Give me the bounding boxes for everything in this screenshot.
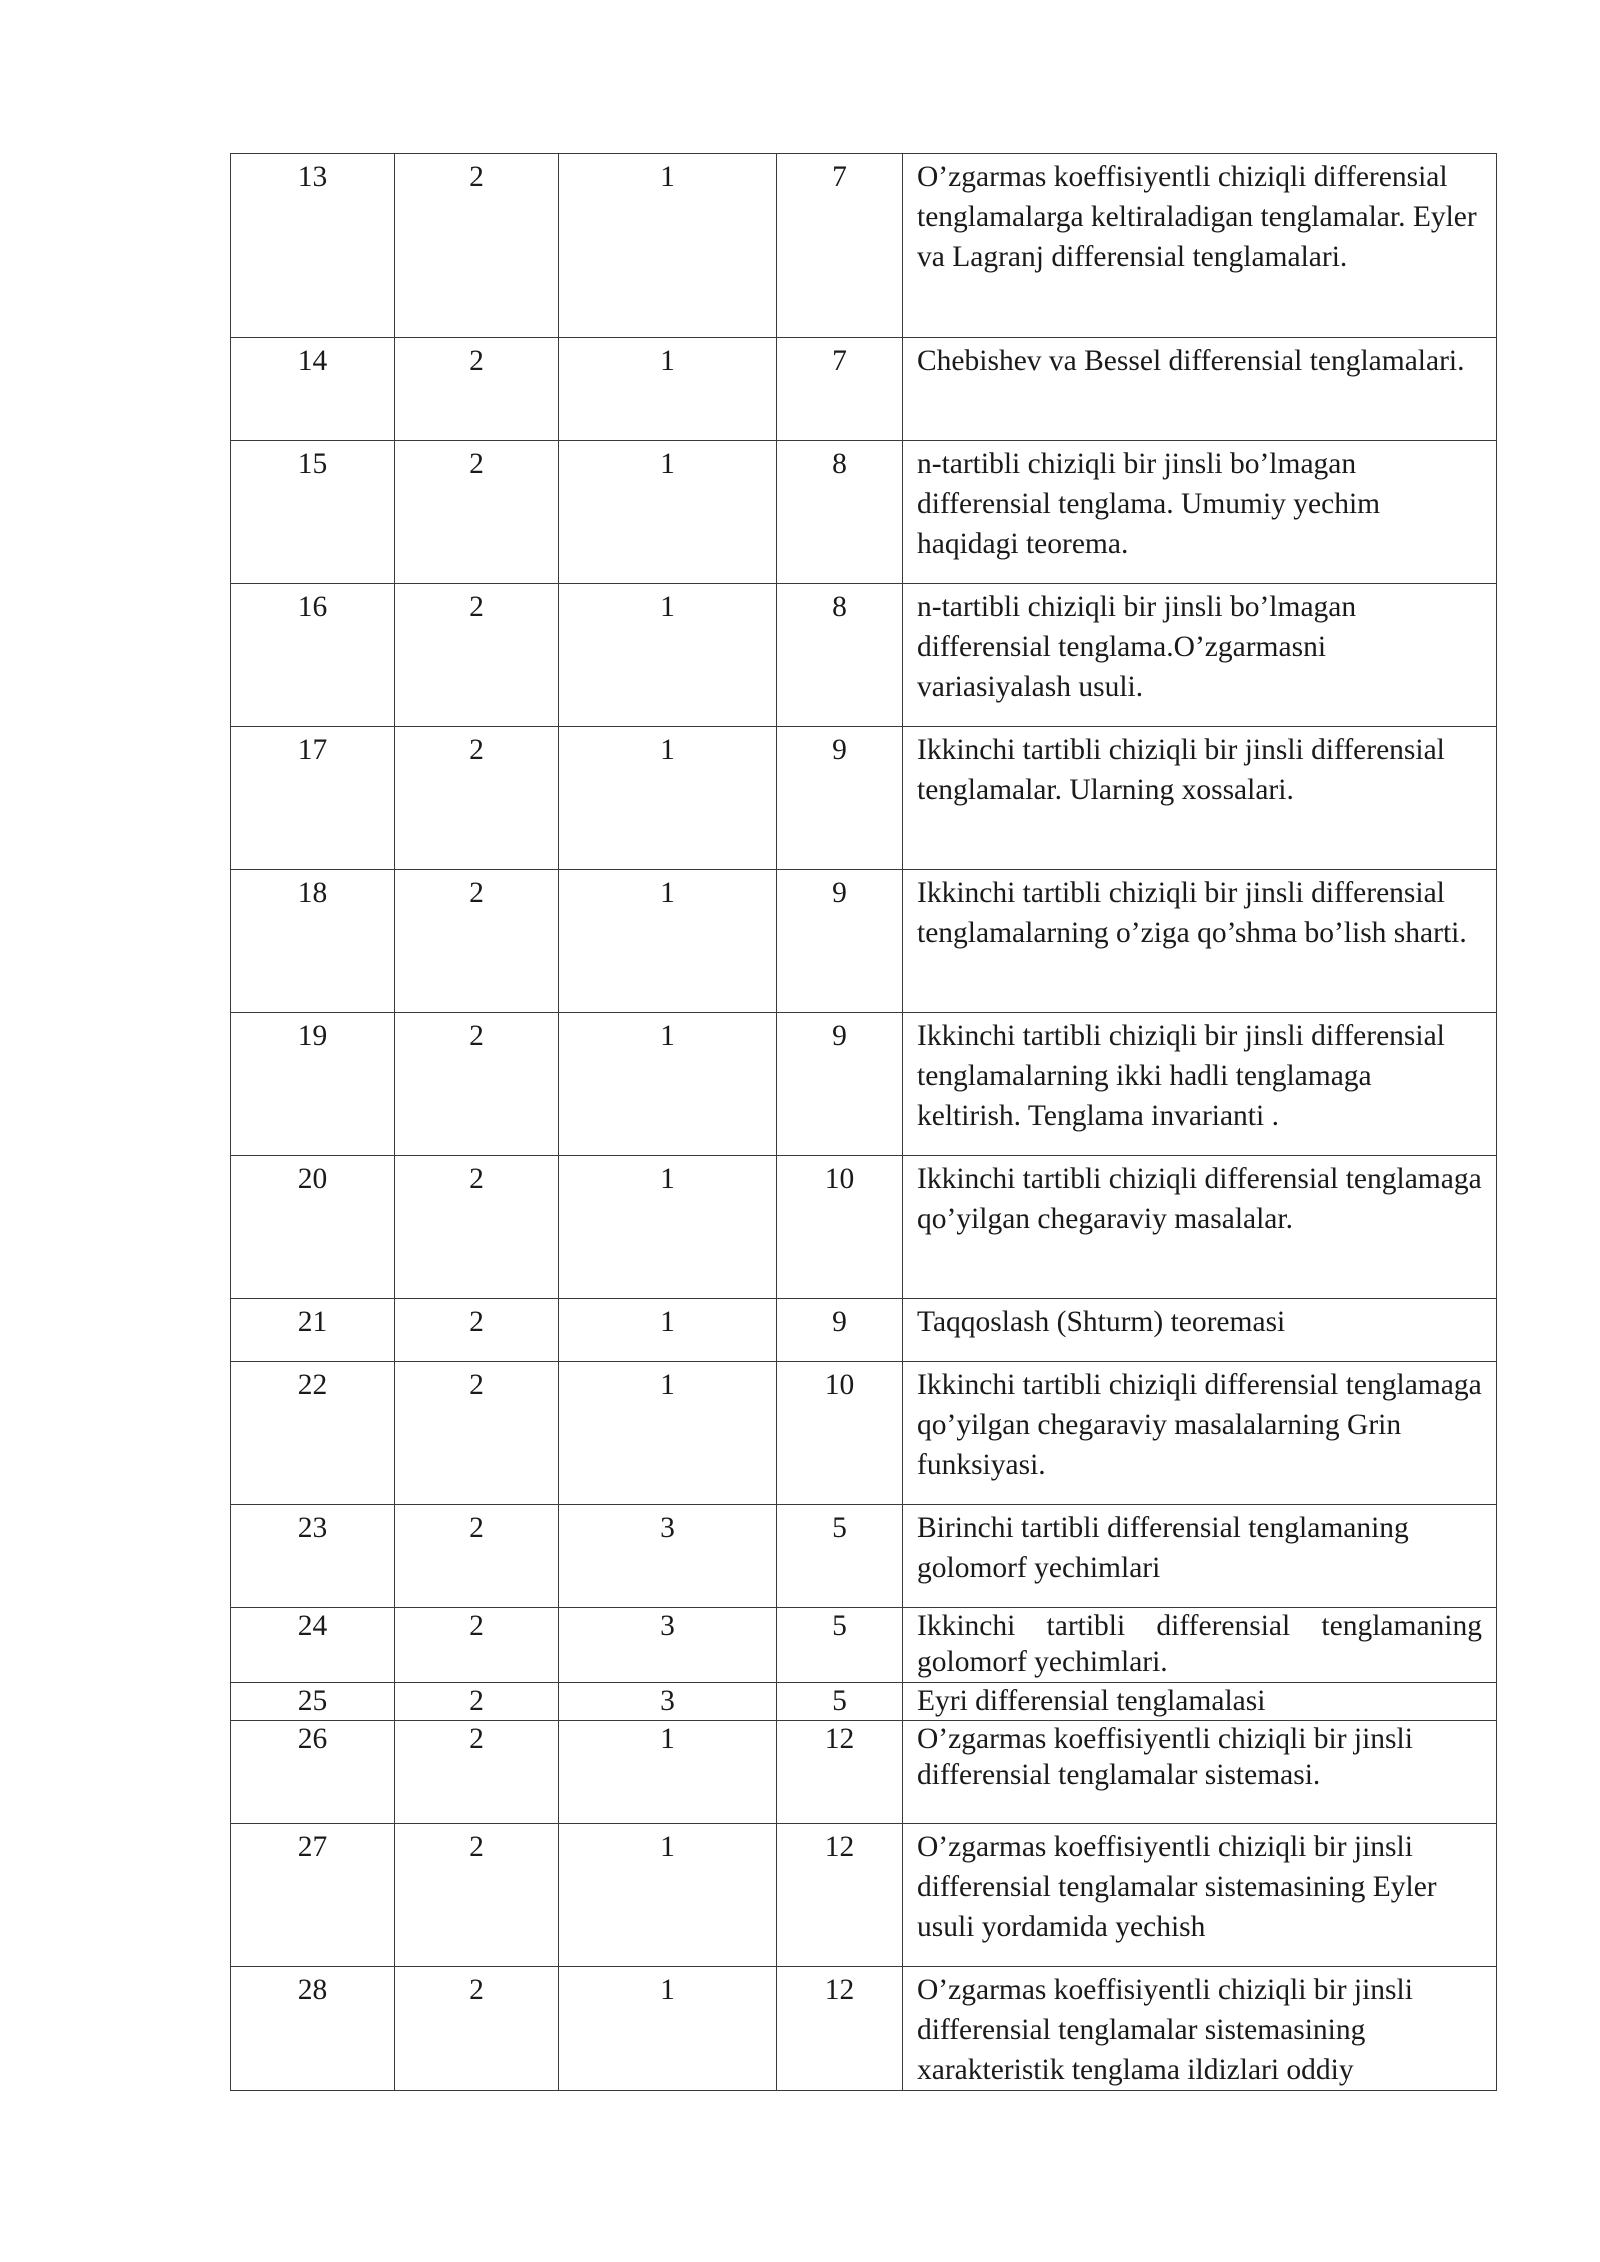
column-3-cell bbox=[559, 1156, 777, 1299]
topic-cell: Eyri differensial tenglamalasi bbox=[903, 1683, 1497, 1721]
topic-cell: Chebishev va Bessel differensial tenglamalari. bbox=[903, 338, 1497, 441]
column-4-value: 8 bbox=[832, 448, 847, 480]
column-2-value: 2 bbox=[469, 1974, 484, 2006]
table-row bbox=[231, 1299, 1497, 1362]
topic-cell: O’zgarmas koeffisiyentli chiziqli bir jinsli differensial tenglamalar sistemasi. bbox=[903, 1721, 1497, 1824]
column-3-cell bbox=[559, 1608, 777, 1683]
column-3-cell bbox=[559, 441, 777, 584]
column-3-cell bbox=[559, 1721, 777, 1824]
column-3-value: 1 bbox=[660, 1020, 675, 1052]
column-4-cell bbox=[777, 1683, 903, 1721]
row-number-cell bbox=[231, 1156, 395, 1299]
row-number-cell bbox=[231, 870, 395, 1013]
row-number: 14 bbox=[297, 345, 328, 377]
column-3-cell bbox=[559, 870, 777, 1013]
column-2-cell bbox=[395, 1362, 559, 1505]
topic-cell: n-tartibli chiziqli bir jinsli bo’lmagan differensial tenglama.O’zgarmasni variasiyalash usuli. bbox=[903, 584, 1497, 727]
row-number: 13 bbox=[297, 161, 328, 193]
column-4-cell bbox=[777, 1299, 903, 1362]
column-4-value: 10 bbox=[824, 1369, 855, 1401]
column-4-value: 8 bbox=[832, 591, 847, 623]
row-number-cell bbox=[231, 1824, 395, 1967]
table-row bbox=[231, 338, 1497, 441]
column-2-value: 2 bbox=[469, 448, 484, 480]
column-3-value: 3 bbox=[660, 1610, 675, 1642]
row-number: 19 bbox=[297, 1020, 328, 1052]
column-2-value: 2 bbox=[469, 1369, 484, 1401]
column-4-cell bbox=[777, 1721, 903, 1824]
topic-cell: Taqqoslash (Shturm) teoremasi bbox=[903, 1299, 1497, 1362]
column-4-cell bbox=[777, 1967, 903, 2091]
row-number: 26 bbox=[297, 1723, 328, 1755]
column-4-cell bbox=[777, 441, 903, 584]
column-4-cell bbox=[777, 338, 903, 441]
topic-cell: Ikkinchi tartibli chiziqli bir jinsli differensial tenglamalarning o’ziga qo’shma bo’lish sharti. bbox=[903, 870, 1497, 1013]
column-3-cell bbox=[559, 584, 777, 727]
row-number: 28 bbox=[297, 1974, 328, 2006]
column-2-cell bbox=[395, 727, 559, 870]
table-row bbox=[231, 154, 1497, 338]
column-4-cell bbox=[777, 1608, 903, 1683]
column-3-value: 1 bbox=[660, 1974, 675, 2006]
column-2-value: 2 bbox=[469, 1831, 484, 1863]
column-4-cell bbox=[777, 1824, 903, 1967]
schedule-table bbox=[230, 153, 1497, 2091]
topic-cell: O’zgarmas koeffisiyentli chiziqli differensial tenglamalarga keltiraladigan tenglamalar. Eyler va Lagranj differensial tenglamalari. bbox=[903, 154, 1497, 338]
column-2-cell bbox=[395, 1013, 559, 1156]
column-2-value: 2 bbox=[469, 591, 484, 623]
column-2-value: 2 bbox=[469, 1685, 484, 1717]
row-number-cell bbox=[231, 441, 395, 584]
column-4-value: 7 bbox=[832, 161, 847, 193]
table-row bbox=[231, 1721, 1497, 1824]
column-2-cell bbox=[395, 1721, 559, 1824]
row-number-cell bbox=[231, 584, 395, 727]
column-2-value: 2 bbox=[469, 1020, 484, 1052]
column-3-value: 1 bbox=[660, 1831, 675, 1863]
table-row bbox=[231, 1505, 1497, 1608]
topic-cell: O’zgarmas koeffisiyentli chiziqli bir jinsli differensial tenglamalar sistemasining Eyler usuli yordamida yechish bbox=[903, 1824, 1497, 1967]
row-number-cell bbox=[231, 1299, 395, 1362]
row-number-cell bbox=[231, 154, 395, 338]
column-4-value: 9 bbox=[832, 734, 847, 766]
column-3-value: 1 bbox=[660, 1163, 675, 1195]
column-2-cell bbox=[395, 1156, 559, 1299]
column-2-cell bbox=[395, 154, 559, 338]
column-4-value: 5 bbox=[832, 1512, 847, 1544]
column-3-value: 1 bbox=[660, 1369, 675, 1401]
table-row bbox=[231, 441, 1497, 584]
column-4-cell bbox=[777, 584, 903, 727]
column-2-value: 2 bbox=[469, 877, 484, 909]
row-number: 17 bbox=[297, 734, 328, 766]
topic-cell: Ikkinchi tartibli chiziqli bir jinsli differensial tenglamalarning ikki hadli tenglamaga keltirish. Tenglama invarianti . bbox=[903, 1013, 1497, 1156]
column-4-cell bbox=[777, 1156, 903, 1299]
row-number: 27 bbox=[297, 1831, 328, 1863]
row-number-cell bbox=[231, 1608, 395, 1683]
row-number-cell bbox=[231, 1505, 395, 1608]
table-row bbox=[231, 584, 1497, 727]
row-number-cell bbox=[231, 1362, 395, 1505]
row-number: 16 bbox=[297, 591, 328, 623]
column-2-value: 2 bbox=[469, 1163, 484, 1195]
column-4-value: 12 bbox=[824, 1723, 855, 1755]
column-4-value: 12 bbox=[824, 1831, 855, 1863]
column-4-cell bbox=[777, 727, 903, 870]
column-2-value: 2 bbox=[469, 1306, 484, 1338]
table-row bbox=[231, 1362, 1497, 1505]
column-3-cell bbox=[559, 1013, 777, 1156]
column-4-value: 7 bbox=[832, 345, 847, 377]
column-2-cell bbox=[395, 1299, 559, 1362]
column-4-value: 12 bbox=[824, 1974, 855, 2006]
column-2-value: 2 bbox=[469, 734, 484, 766]
column-3-value: 1 bbox=[660, 448, 675, 480]
column-3-value: 1 bbox=[660, 1723, 675, 1755]
table-row bbox=[231, 1608, 1497, 1683]
row-number: 24 bbox=[297, 1610, 328, 1642]
column-2-cell bbox=[395, 1683, 559, 1721]
column-3-cell bbox=[559, 1299, 777, 1362]
column-4-cell bbox=[777, 1013, 903, 1156]
table-row bbox=[231, 870, 1497, 1013]
table-row bbox=[231, 1967, 1497, 2091]
row-number-cell bbox=[231, 1721, 395, 1824]
column-3-cell bbox=[559, 1967, 777, 2091]
column-3-cell bbox=[559, 727, 777, 870]
row-number-cell bbox=[231, 1683, 395, 1721]
column-3-value: 1 bbox=[660, 345, 675, 377]
column-2-cell bbox=[395, 1967, 559, 2091]
column-2-cell bbox=[395, 338, 559, 441]
column-4-value: 9 bbox=[832, 1020, 847, 1052]
topic-cell: Ikkinchi tartibli differensial tenglamaning golomorf yechimlari. bbox=[903, 1608, 1497, 1683]
column-2-value: 2 bbox=[469, 1723, 484, 1755]
column-2-value: 2 bbox=[469, 1610, 484, 1642]
column-4-cell bbox=[777, 1505, 903, 1608]
column-4-cell bbox=[777, 1362, 903, 1505]
column-3-value: 1 bbox=[660, 1306, 675, 1338]
column-4-value: 5 bbox=[832, 1685, 847, 1717]
column-2-cell bbox=[395, 1824, 559, 1967]
topic-cell: Ikkinchi tartibli chiziqli differensial tenglamaga qo’yilgan chegaraviy masalalarning Grin funksiyasi. bbox=[903, 1362, 1497, 1505]
topic-cell: Ikkinchi tartibli chiziqli bir jinsli differensial tenglamalar. Ularning xossalari. bbox=[903, 727, 1497, 870]
column-3-value: 1 bbox=[660, 877, 675, 909]
table-row bbox=[231, 1156, 1497, 1299]
column-3-cell bbox=[559, 1683, 777, 1721]
column-3-value: 1 bbox=[660, 591, 675, 623]
row-number-cell bbox=[231, 727, 395, 870]
column-4-cell bbox=[777, 870, 903, 1013]
row-number-cell bbox=[231, 1967, 395, 2091]
row-number: 21 bbox=[297, 1306, 328, 1338]
topic-cell: O’zgarmas koeffisiyentli chiziqli bir jinsli differensial tenglamalar sistemasining xarakteristik tenglama ildizlari oddiy bbox=[903, 1967, 1497, 2091]
topic-cell: n-tartibli chiziqli bir jinsli bo’lmagan differensial tenglama. Umumiy yechim haqidagi teorema. bbox=[903, 441, 1497, 584]
column-2-cell bbox=[395, 1505, 559, 1608]
row-number: 22 bbox=[297, 1369, 328, 1401]
column-4-value: 5 bbox=[832, 1610, 847, 1642]
column-3-value: 3 bbox=[660, 1512, 675, 1544]
topic-cell: Ikkinchi tartibli chiziqli differensial tenglamaga qo’yilgan chegaraviy masalalar. bbox=[903, 1156, 1497, 1299]
row-number-cell bbox=[231, 1013, 395, 1156]
row-number: 23 bbox=[297, 1512, 328, 1544]
table-row bbox=[231, 727, 1497, 870]
column-3-cell bbox=[559, 1824, 777, 1967]
column-2-cell bbox=[395, 1608, 559, 1683]
column-3-value: 1 bbox=[660, 734, 675, 766]
column-2-cell bbox=[395, 441, 559, 584]
column-3-value: 1 bbox=[660, 161, 675, 193]
column-4-cell bbox=[777, 154, 903, 338]
column-3-cell bbox=[559, 154, 777, 338]
column-4-value: 10 bbox=[824, 1163, 855, 1195]
column-4-value: 9 bbox=[832, 877, 847, 909]
column-3-cell bbox=[559, 1362, 777, 1505]
table-row bbox=[231, 1824, 1497, 1967]
column-3-cell bbox=[559, 338, 777, 441]
row-number-cell bbox=[231, 338, 395, 441]
row-number: 18 bbox=[297, 877, 328, 909]
column-2-value: 2 bbox=[469, 1512, 484, 1544]
row-number: 20 bbox=[297, 1163, 328, 1195]
row-number: 25 bbox=[297, 1685, 328, 1717]
column-4-value: 9 bbox=[832, 1306, 847, 1338]
column-2-value: 2 bbox=[469, 345, 484, 377]
row-number: 15 bbox=[297, 448, 328, 480]
table-row bbox=[231, 1013, 1497, 1156]
column-3-cell bbox=[559, 1505, 777, 1608]
column-3-value: 3 bbox=[660, 1685, 675, 1717]
column-2-cell bbox=[395, 870, 559, 1013]
table-row bbox=[231, 1683, 1497, 1721]
column-2-value: 2 bbox=[469, 161, 484, 193]
column-2-cell bbox=[395, 584, 559, 727]
topic-cell: Birinchi tartibli differensial tenglamaning golomorf yechimlari bbox=[903, 1505, 1497, 1608]
